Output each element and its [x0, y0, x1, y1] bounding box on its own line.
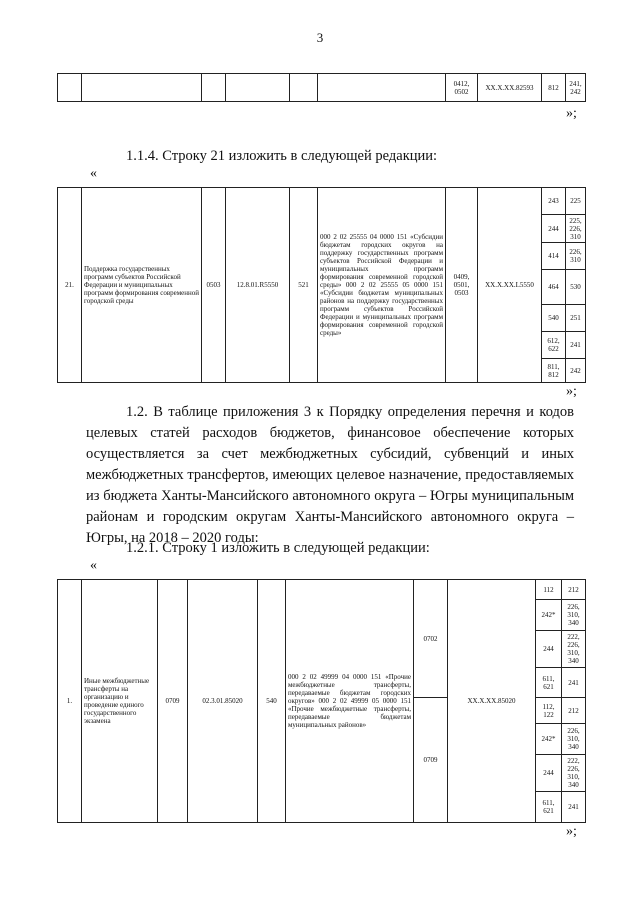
cell-kvr: 242*: [536, 724, 562, 755]
page-number: 3: [316, 30, 324, 45]
cell: [290, 74, 318, 102]
quote-close: »;: [566, 824, 577, 839]
cell-kosgu: 242: [566, 359, 586, 383]
cell-kvr: 611, 621: [536, 792, 562, 823]
cell-kosgu: 241: [562, 792, 586, 823]
cell-kosgu: 225: [566, 188, 586, 215]
quote-open: «: [90, 166, 97, 181]
cell-kosgu: 226, 310, 340: [562, 600, 586, 631]
cell-kosgu: 530: [566, 270, 586, 305]
table-row-21: [57, 187, 586, 383]
heading-1-2-1: 1.2.1. Строку 1 изложить в следующей редакции:: [126, 540, 430, 556]
cell: [318, 74, 446, 102]
cell-kosgu: 212: [562, 698, 586, 724]
cell-kvr: 811, 812: [542, 359, 566, 383]
cell-sections: 0409, 0501, 0503: [446, 188, 478, 383]
cell-name: Поддержка государственных программ субъектов Российской Федерации и муниципальных программ формирования современной городской среды: [82, 188, 202, 383]
cell-name: Иные межбюджетные трансферты на организацию и проведение единого государственного экзамена: [82, 580, 158, 823]
cell: [226, 74, 290, 102]
cell-kosgu: 241: [562, 668, 586, 698]
cell: [58, 74, 82, 102]
quote-close: »;: [566, 106, 577, 121]
cell-revenue-text: 000 2 02 49999 04 0000 151 «Прочие межбюджетные трансферты, передаваемые бюджетам городских округов» 000 2 02 49999 05 0000 151 «Прочие межбюджетные трансферты, передаваемые бюджетам муниципальных районов»: [286, 580, 414, 823]
cell-local-target: XX.X.XX.82593: [478, 74, 542, 102]
cell-kvr: 243: [542, 188, 566, 215]
cell-kvr: 242*: [536, 600, 562, 631]
cell-kvr: 244: [542, 215, 566, 243]
cell-kosgu: 251: [566, 305, 586, 332]
cell-section: 0709: [158, 580, 188, 823]
heading-1-1-4: 1.1.4. Строку 21 изложить в следующей редакции:: [126, 148, 438, 164]
cell-kvr: 540: [542, 305, 566, 332]
cell-kvr: 244: [536, 755, 562, 792]
cell-local-target: XX.X.XX.L5550: [478, 188, 542, 383]
cell-kvr: 112, 122: [536, 698, 562, 724]
cell-kvr: 611, 621: [536, 668, 562, 698]
cell-kosgu: 212: [562, 580, 586, 600]
cell-code: 540: [258, 580, 286, 823]
cell-row-number: 1.: [58, 580, 82, 823]
cell-target: 02.3.01.85020: [188, 580, 258, 823]
cell-kvr: 812: [542, 74, 566, 102]
table-previous-row: [57, 73, 586, 102]
cell-kvr: 414: [542, 243, 566, 270]
cell-kosgu: 226, 310: [566, 243, 586, 270]
cell-kosgu: 222, 226, 310, 340: [562, 755, 586, 792]
cell-kvr: 244: [536, 631, 562, 668]
cell-kvr: 612, 622: [542, 332, 566, 359]
cell-revenue-text: 000 2 02 25555 04 0000 151 «Субсидии бюджетам городских округов на поддержку государственных программ субъектов Российской Федерации и муниципальных программ формирования современной городской среды» 000 2 02 25555 05 0000 151 «Субсидии бюджетам муниципальных районов на поддержку государственных программ субъектов Российской Федерации и муниципальных программ формирования современной городской среды»: [318, 188, 446, 383]
cell: [82, 74, 202, 102]
cell-kvr: 112: [536, 580, 562, 600]
cell-section-b: 0709: [414, 698, 448, 823]
paragraph-1-2: 1.2. В таблице приложения 3 к Порядку определения перечня и кодов целевых статей расходов бюджетов, финансовое обеспечение которых осуществляется за счет межбюджетных субсидий, субвенций и иных межбюджетных трансфертов, имеющих целевое назначение, предоставляемых из бюджета Ханты-Мансийского автономного округа – Югры муниципальным районам и городским округам Ханты-Мансийского автономного округа – Югры, на 2018 – 2020 годы:: [86, 404, 574, 546]
cell-target: 12.8.01.R5550: [226, 188, 290, 383]
cell-kosgu: 226, 310, 340: [562, 724, 586, 755]
cell-local-target: XX.X.XX.85020: [448, 580, 536, 823]
cell-kosgu: 225, 226, 310: [566, 215, 586, 243]
cell-row-number: 21.: [58, 188, 82, 383]
cell-code: 521: [290, 188, 318, 383]
cell-kvr: 464: [542, 270, 566, 305]
cell: [202, 74, 226, 102]
cell-kosgu: 241: [566, 332, 586, 359]
table-row-1: [57, 579, 586, 823]
quote-open: «: [90, 558, 97, 573]
cell-section: 0503: [202, 188, 226, 383]
cell-kosgu: 222, 226, 310, 340: [562, 631, 586, 668]
cell-section-a: 0702: [414, 580, 448, 698]
cell-sections: 0412, 0502: [446, 74, 478, 102]
quote-close: »;: [566, 384, 577, 399]
cell-kosgu: 241, 242: [566, 74, 586, 102]
